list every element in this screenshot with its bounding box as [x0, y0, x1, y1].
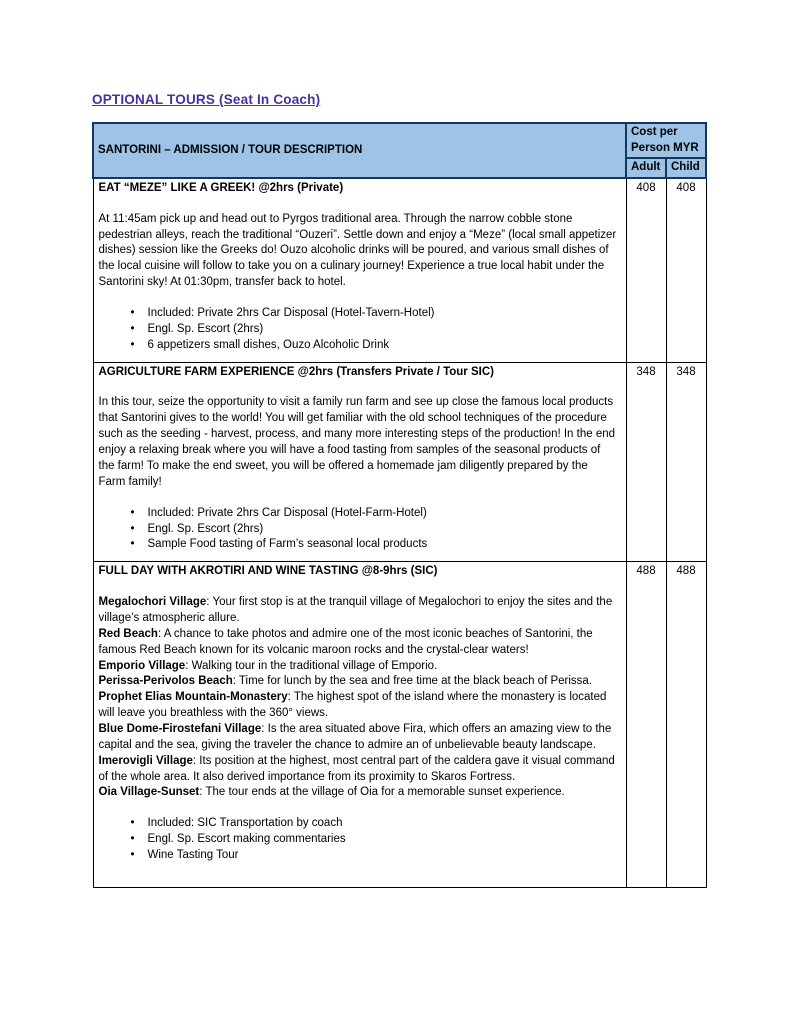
tour-paragraph [99, 785, 618, 801]
tour-paragraph [99, 627, 618, 659]
table-header [93, 123, 706, 178]
body-text: : Time for lunch by the sea and free time at the black beach of Perissa. [232, 675, 592, 688]
tour-inclusions-list [99, 506, 618, 554]
table-header-description: SANTORINI – ADMISSION / TOUR DESCRIPTION [93, 123, 626, 178]
child-price: 348 [666, 362, 706, 562]
tour-title: EAT “MEZE” LIKE A GREEK! @2hrs (Private) [98, 181, 344, 194]
table-row [93, 562, 706, 888]
tour-description-cell [93, 178, 626, 362]
tour-title: AGRICULTURE FARM EXPERIENCE @2hrs (Transfers Private / Tour SIC) [98, 365, 494, 378]
tour-paragraph [99, 212, 618, 291]
tour-inclusions-list [99, 816, 618, 864]
tour-paragraph [99, 754, 618, 786]
tour-inclusions-list [99, 306, 618, 354]
body-text: : Its position at the highest, most central part of the caldera gave it visual command of the whole area. It also derived importance from its proximity to Skaros Fortress. [98, 754, 615, 783]
list-item: • Engl. Sp. Escort (2hrs) [99, 322, 618, 338]
adult-price: 488 [626, 562, 666, 888]
body-text: : Is the area situated above Fira, which offers an amazing view to the capital and the sea, giving the traveler the chance to admire an of unbelievable beauty landscape. [98, 722, 612, 751]
highlight-text: Prophet Elias Mountain-Monastery [98, 691, 288, 704]
child-price: 488 [666, 562, 706, 888]
tour-title: FULL DAY WITH AKROTIRI AND WINE TASTING @8-9hrs (SIC) [98, 565, 438, 578]
table-header-cost-per-person: Cost per Person MYR [626, 123, 706, 158]
tour-description-cell [93, 362, 626, 562]
page-title: OPTIONAL TOURS (Seat In Coach) [92, 92, 321, 107]
body-text: : Your first stop is at the tranquil village of Megalochori to enjoy the sites and the village’s atmospheric allure. [98, 596, 613, 624]
list-item: • Engl. Sp. Escort (2hrs) [99, 522, 618, 538]
tour-paragraph [99, 395, 618, 490]
tour-description-body [99, 212, 618, 291]
tours-table [92, 122, 707, 888]
highlight-text: Oia Village-Sunset [98, 786, 200, 799]
tour-paragraph [99, 722, 618, 754]
list-item: • Sample Food tasting of Farm’s seasonal local products [99, 537, 618, 553]
list-item: • Engl. Sp. Escort making commentaries [99, 832, 618, 848]
tour-paragraph [99, 674, 618, 690]
table-row [93, 362, 706, 562]
body-text: At 11:45am pick up and head out to Pyrgos traditional area. Through the narrow cobble stone pedestrian alleys, reach the traditional “Ouzeri”. Settle down and enjoy a “Meze” (local small appetizer dishes) session like the Greeks do! Ouzo alcoholic drinks will be poured, and various small dishes of the local cuisine will follow to take you on a culinary journey! Experience a true local habit under the Santorini sky! At 01:30pm, transfer back to hotel. [98, 212, 617, 289]
child-price: 408 [666, 178, 706, 362]
highlight-text: Megalochori Village [98, 596, 207, 609]
tour-description-body [99, 395, 618, 490]
body-text: : Walking tour in the traditional village of Emporio. [185, 659, 438, 672]
tour-paragraph [99, 690, 618, 722]
body-text: In this tour, seize the opportunity to visit a family run farm and see up close the famous local products that Santorini gives to the world! You will get familiar with the old school techniques of the procedure such as the seeding - harvest, process, and many more interesting steps of the production! In the end enjoy a relaxing break where you will have a food tasting from samples of the seasonal products of the farm! To make the end sweet, you will be offered a homemade jam diligently prepared by the Farm family! [98, 396, 616, 488]
table-header-child: Child [666, 158, 706, 178]
body-text: : The highest spot of the island where the monastery is located will leave you breathless with the 360° views. [98, 691, 607, 720]
tour-description-body [99, 595, 618, 801]
list-item: • Included: SIC Transportation by coach [99, 816, 618, 832]
body-text: : The tour ends at the village of Oia for a memorable sunset experience. [199, 786, 565, 799]
list-item: • 6 appetizers small dishes, Ouzo Alcoholic Drink [99, 338, 618, 354]
highlight-text: Imerovigli Village [98, 754, 193, 767]
tour-paragraph [99, 659, 618, 675]
list-item: • Included: Private 2hrs Car Disposal (Hotel-Tavern-Hotel) [99, 306, 618, 322]
highlight-text: Emporio Village [98, 659, 186, 672]
table-header-adult: Adult [626, 158, 666, 178]
highlight-text: Red Beach [98, 627, 158, 640]
body-text: : A chance to take photos and admire one of the most iconic beaches of Santorini, the famous Red Beach known for its volcanic maroon rocks and the crystal-clear waters! [98, 627, 593, 656]
tour-description-cell [93, 562, 626, 888]
tour-rows [93, 178, 706, 888]
highlight-text: Blue Dome-Firostefani Village [98, 722, 262, 735]
highlight-text: Perissa-Perivolos Beach [98, 675, 233, 688]
adult-price: 408 [626, 178, 666, 362]
tour-paragraph [99, 595, 618, 627]
adult-price: 348 [626, 362, 666, 562]
table-row [93, 178, 706, 362]
list-item: • Included: Private 2hrs Car Disposal (Hotel-Farm-Hotel) [99, 506, 618, 522]
list-item: • Wine Tasting Tour [99, 848, 618, 864]
